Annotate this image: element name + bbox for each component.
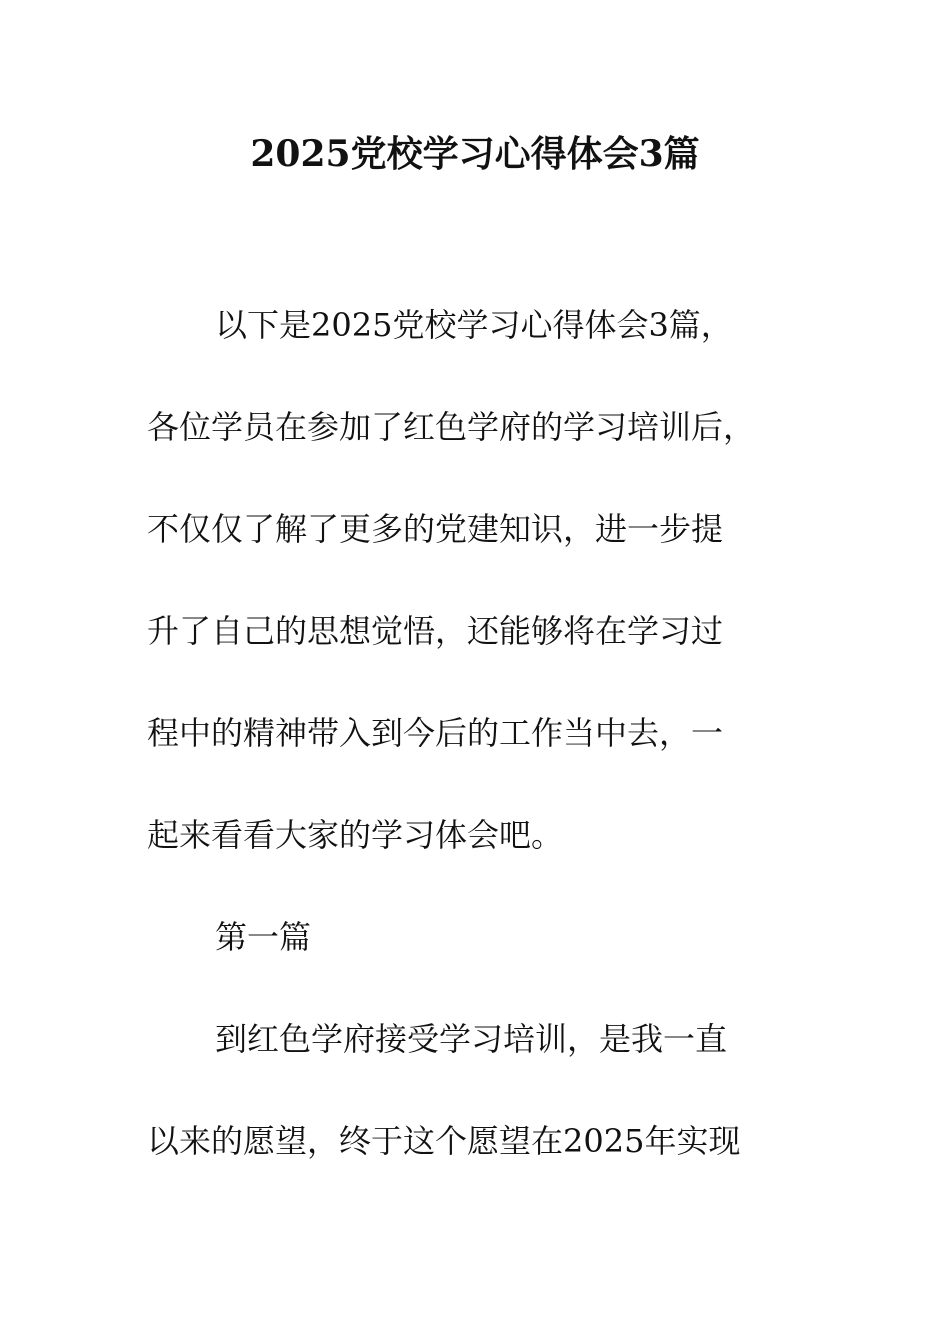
paragraph-intro-line-5: 程中的精神带入到今后的工作当中去，一 [147, 714, 724, 752]
document-title: 2025党校学习心得体会3篇 [250, 133, 700, 175]
document-body [147, 274, 807, 1192]
section-heading-first: 第一篇 [215, 918, 312, 956]
paragraph-intro-line-2: 各位学员在参加了红色学府的学习培训后， [147, 408, 756, 446]
paragraph-intro-line-4: 升了自己的思想觉悟，还能够将在学习过 [147, 612, 724, 650]
paragraph-first-line-1: 到红色学府接受学习培训，是我一直 [215, 1020, 728, 1058]
paragraph-intro-line-1: 以下是2025党校学习心得体会3篇， [215, 306, 733, 344]
paragraph-intro-line-3: 不仅仅了解了更多的党建知识，进一步提 [147, 510, 724, 548]
paragraph-intro-line-6: 起来看看大家的学习体会吧。 [147, 816, 564, 854]
paragraph-first-line-2: 以来的愿望，终于这个愿望在2025年实现 [147, 1122, 741, 1160]
